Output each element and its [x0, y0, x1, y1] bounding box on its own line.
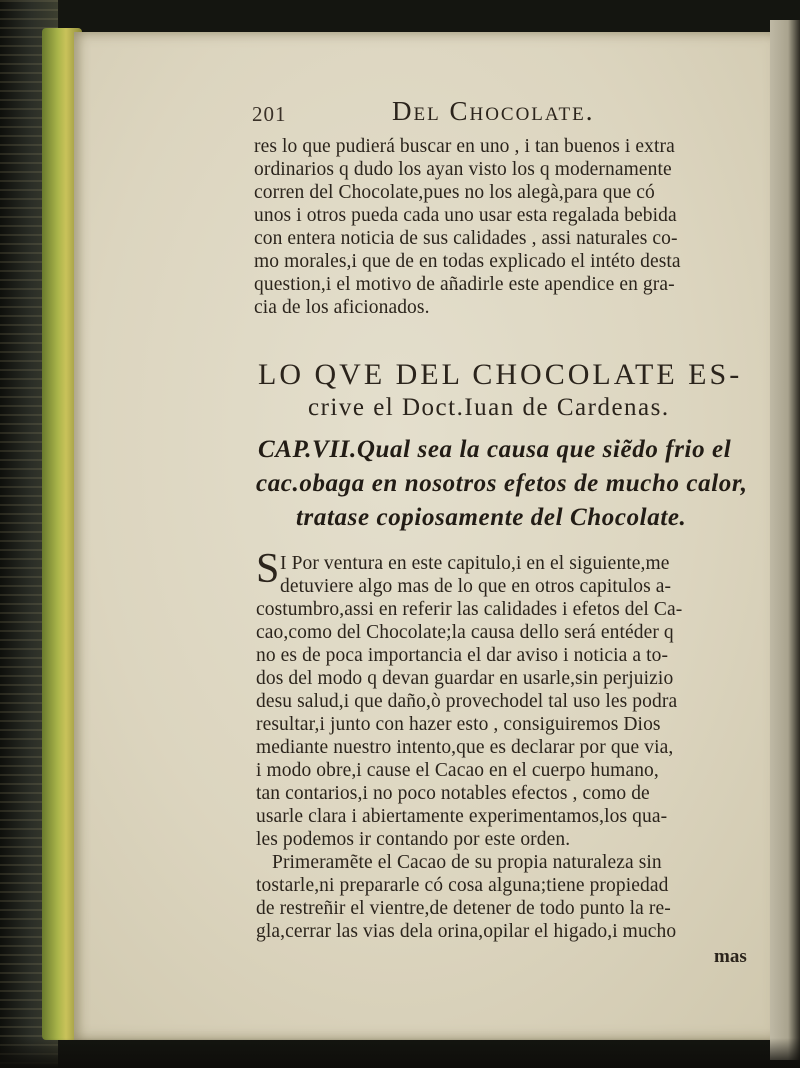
chapter-line: gla,cerrar las vias dela orina,opilar el higado,i mucho	[256, 921, 677, 942]
chapter-line: de restreñir el vientre,de detener de todo punto la re-	[256, 898, 671, 919]
chapter-line: detuviere algo mas de lo que en otros capitulos a-	[280, 576, 672, 597]
drop-cap: S	[256, 546, 280, 592]
intro-line: mo morales,i que de en todas explicado el intéto desta	[254, 251, 681, 272]
chapter-line: desu salud,i que daño,ò provechodel tal uso les podra	[256, 691, 678, 712]
chapter-line: mediante nuestro intento,que es declarar por que via,	[256, 737, 674, 758]
chapter-line: i modo obre,i cause el Cacao en el cuerpo humano,	[256, 760, 659, 781]
intro-line: cia de los aficionados.	[254, 297, 430, 318]
chapter-line: cao,como del Chocolate;la causa dello será entéder q	[256, 622, 674, 643]
running-title: Del Chocolate.	[392, 96, 595, 126]
chapter-line: tan contarios,i no poco notables efectos , como de	[256, 783, 650, 804]
intro-line: ordinarios q dudo los ayan visto los q modernamente	[254, 159, 672, 180]
intro-line: con entera noticia de sus calidades , assi naturales co-	[254, 228, 678, 249]
catchword: mas	[714, 946, 747, 967]
intro-line: question,i el motivo de añadirle este apendice en gra-	[254, 274, 675, 295]
chapter-line: I Por ventura en este capitulo,i en el siguiente,me	[280, 553, 670, 574]
chapter-line: tostarle,ni prepararle có cosa alguna;tiene propiedad	[256, 875, 669, 896]
section-title: LO QVE DEL CHOCOLATE ES-	[258, 358, 743, 391]
page-number: 201	[252, 102, 287, 126]
intro-line: corren del Chocolate,pues no los alegà,para que có	[254, 182, 655, 203]
intro-line: res lo que pudierá buscar en uno , i tan buenos i extra	[254, 136, 675, 157]
chapter-heading-line: CAP.VII.Qual sea la causa que siẽdo frio el	[258, 436, 732, 463]
chapter-line: les podemos ir contando por este orden.	[256, 829, 571, 850]
section-subtitle: crive el Doct.Iuan de Cardenas.	[308, 394, 670, 421]
chapter-line: dos del modo q devan guardar en usarle,sin perjuizio	[256, 668, 674, 689]
chapter-line: Primeramẽte el Cacao de su propia naturaleza sin	[272, 852, 662, 873]
intro-line: unos i otros pueda cada uno usar esta regalada bebida	[254, 205, 677, 226]
chapter-heading-line: cac.obaga en nosotros efetos de mucho calor,	[256, 470, 748, 497]
bottom-shadow	[0, 1038, 800, 1068]
page-header	[172, 94, 772, 134]
chapter-line: costumbro,assi en referir las calidades i efetos del Ca-	[256, 599, 683, 620]
chapter-line: usarle clara i abiertamente experimentamos,los qua-	[256, 806, 668, 827]
chapter-line: resultar,i junto con hazer esto , consiguiremos Dios	[256, 714, 661, 735]
chapter-heading-line: tratase copiosamente del Chocolate.	[296, 504, 687, 531]
chapter-line: no es de poca importancia el dar aviso i noticia a to-	[256, 645, 669, 666]
